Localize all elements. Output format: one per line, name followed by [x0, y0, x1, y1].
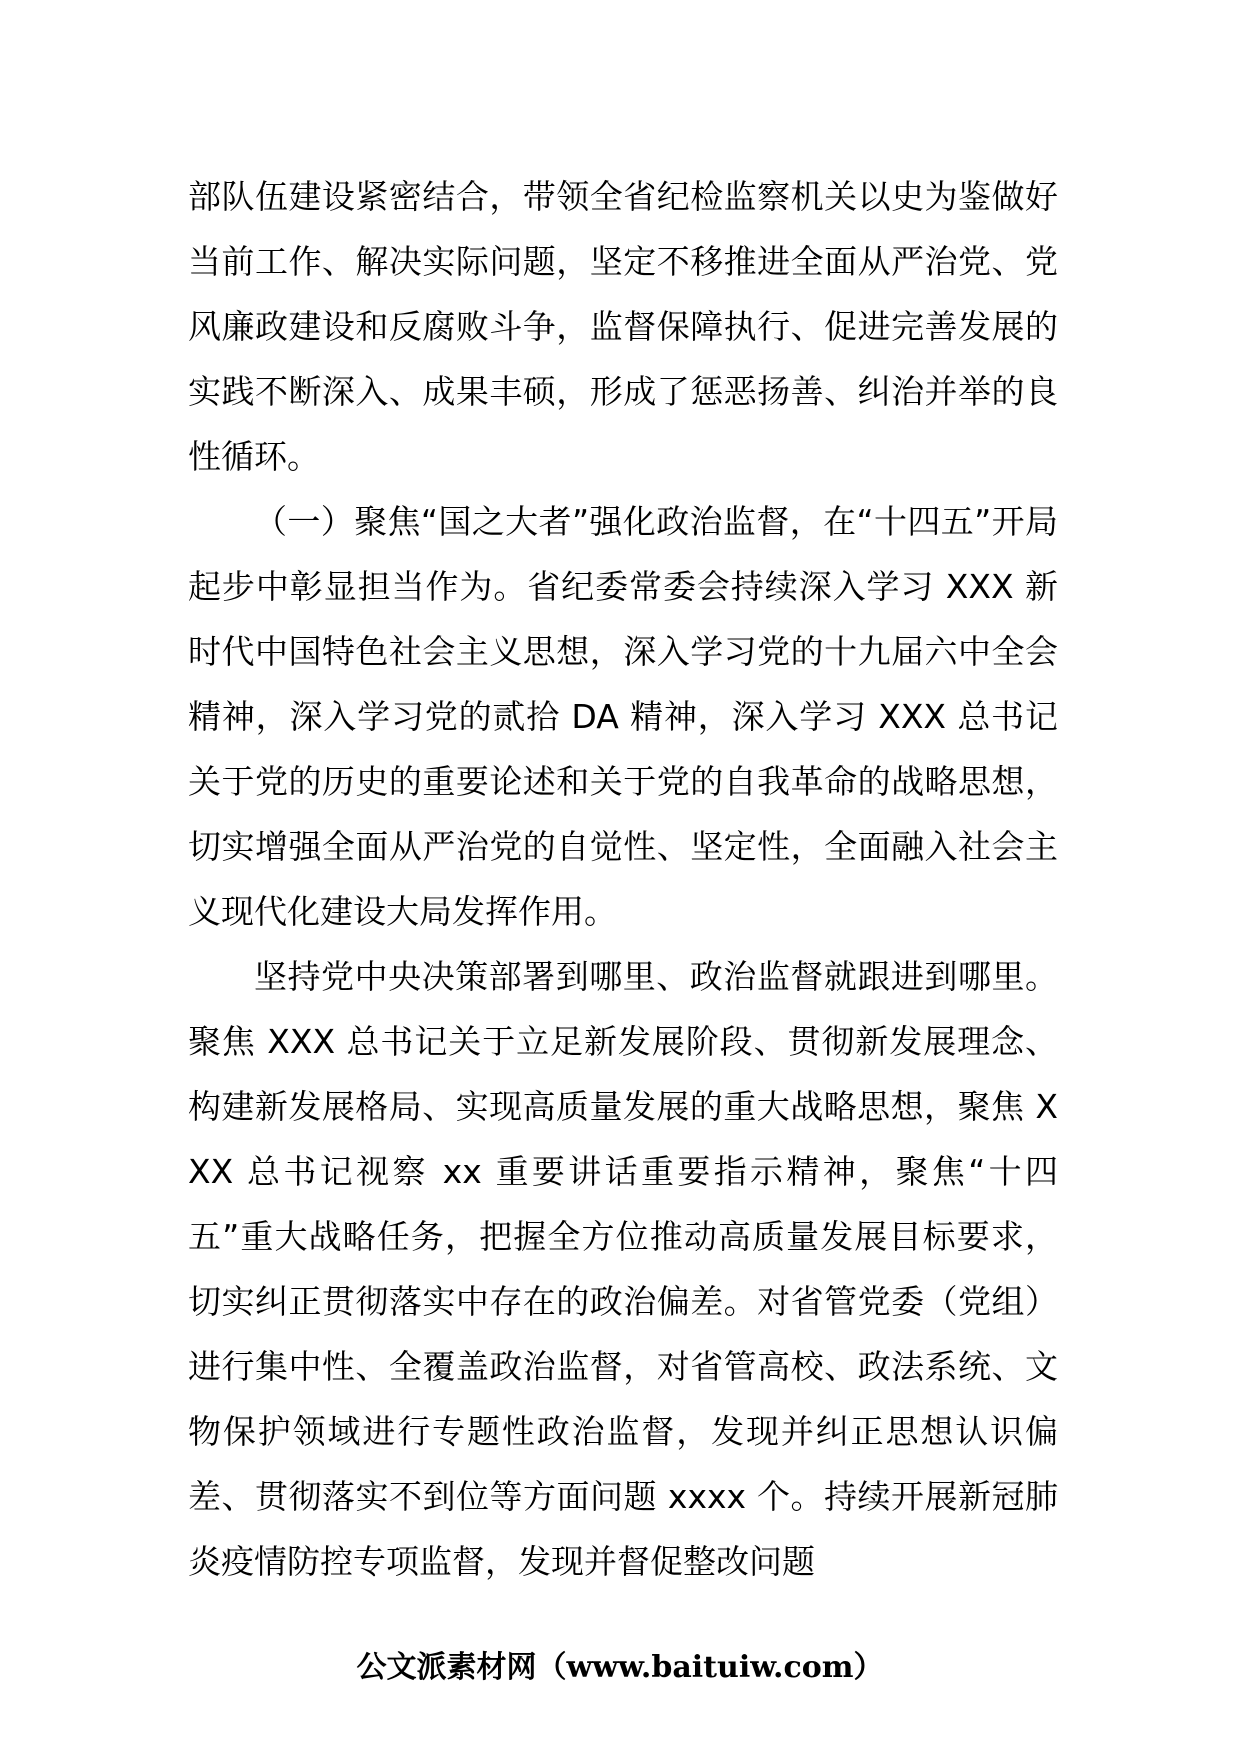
- paragraph-continuation: 部队伍建设紧密结合，带领全省纪检监察机关以史为鉴做好当前工作、解决实际问题，坚定不移推进全面从严治党、党风廉政建设和反腐败斗争，监督保障执行、促进完善发展的实践不断深入、成果丰硕，形成了惩恶扬善、纠治并举的良性循环。: [188, 177, 1058, 476]
- paragraph-section-heading: （一）聚焦“国之大者”强化政治监督，在“十四五”开局起步中彰显担当作为。省纪委常委会持续深入学习 XXX 新时代中国特色社会主义思想，深入学习党的十九届六中全会精神，深入学习党的贰拾 DA 精神，深入学习 XXX 总书记关于党的历史的重要论述和关于党的自我革命的战略思想，切实增强全面从严治党的自觉性、坚定性，全面融入社会主义现代化建设大局发挥作用。: [188, 502, 1058, 931]
- document-body: [188, 164, 1058, 1594]
- paragraph-body: 坚持党中央决策部署到哪里、政治监督就跟进到哪里。聚焦 XXX 总书记关于立足新发展阶段、贯彻新发展理念、构建新发展格局、实现高质量发展的重大战略思想，聚焦 XXX 总书记视察 xx 重要讲话重要指示精神，聚焦“十四五”重大战略任务，把握全方位推动高质量发展目标要求，切实纠正贯彻落实中存在的政治偏差。对省管党委（党组）进行集中性、全覆盖政治监督，对省管高校、政法系统、文物保护领域进行专题性政治监督，发现并纠正思想认识偏差、贯彻落实不到位等方面问题 xxxx 个。持续开展新冠肺炎疫情防控专项监督，发现并督促整改问题: [188, 957, 1058, 1581]
- footer-watermark-text: 公文派素材网（www.baituiw.com）: [356, 1650, 884, 1685]
